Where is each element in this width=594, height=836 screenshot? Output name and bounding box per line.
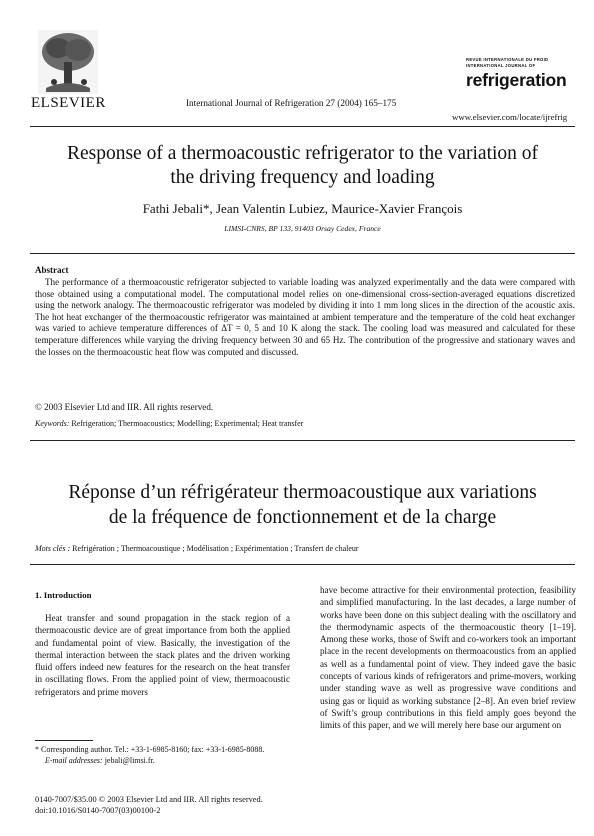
french-title-line-1: Réponse d’un réfrigérateur thermoacoustique aux variations bbox=[68, 482, 537, 503]
issn-line: 0140-7007/$35.00 © 2003 Elsevier Ltd and IIR. All rights reserved. bbox=[35, 795, 263, 804]
french-title-line-2: de la fréquence de fonctionnement et de la charge bbox=[108, 507, 497, 528]
footnote-email[interactable]: jebali@limsi.fr. bbox=[104, 755, 155, 765]
abstract-top-rule bbox=[30, 253, 575, 254]
body-column-right bbox=[320, 584, 576, 732]
body-column-left bbox=[35, 612, 290, 698]
footnote-email-label: E-mail addresses: bbox=[45, 755, 103, 765]
mots-cles-list: Refrigération ; Thermoacoustique ; Modélisation ; Expérimentation ; Transfert de chaleur bbox=[72, 544, 359, 553]
abstract-text bbox=[35, 277, 575, 358]
article-authors: Fathi Jebali*, Jean Valentin Lubiez, Maurice-Xavier François bbox=[142, 201, 463, 216]
publication-info bbox=[35, 795, 263, 816]
doi-line[interactable]: doi:10.1016/S0140-7007(03)00100-2 bbox=[35, 805, 161, 815]
french-bottom-rule bbox=[30, 564, 575, 565]
mots-cles bbox=[35, 544, 359, 553]
elsevier-tree-logo bbox=[38, 30, 98, 94]
body-paragraph: have become attractive for their environmental protection, feasibility and simplified manufacturing. In the last decades, a large number of works have been done on this subject dealing with the oscillatory and the thermodynamic aspects of the thermoacoustic theory [1–19]. Among these works, those of Swift and co-workers took an important place in the recent developments on thermoacoustics from an applied as well as a fundamental point of view. They indeed gave the basic concepts of various kinds of refrigerators and prime-movers, working under standing wave as well as progressive wave conditions and using gas or liquid as working substance [2–8]. An even brief review of Swift’s group contributions in this field amply goes beyond the limits of this paper, and we will merely here base our argument on bbox=[320, 585, 576, 731]
footnote-rule bbox=[35, 740, 93, 741]
french-title bbox=[30, 480, 575, 530]
abstract-copyright: © 2003 Elsevier Ltd and IIR. All rights reserved. bbox=[35, 402, 214, 412]
mots-cles-label: Mots clés : bbox=[35, 544, 71, 553]
header-rule bbox=[30, 126, 575, 127]
abstract-heading: Abstract bbox=[35, 265, 69, 275]
journal-brand-subtitle-en: INTERNATIONAL JOURNAL OF bbox=[466, 63, 536, 68]
body-paragraph: Heat transfer and sound propagation in the stack region of a thermoacoustic device are of great importance from both the applied and fundamental point of view. Basically, the investigation of the thermal interaction between the stack plates and the driven working fluid offers indeed new features for the research on the heat transfer in oscillating flows. From the applied point of view, thermoacoustic refrigerators and prime movers bbox=[35, 613, 290, 697]
footnote-corresponding: * Corresponding author. Tel.: +33-1-6985-8160; fax: +33-1-6985-8088. bbox=[35, 745, 265, 754]
abstract-paragraph: The performance of a thermoacoustic refrigerator subjected to variable loading was analyzed experimentally and the data were compared with those obtained using a computational model. The computational model relies on one-dimensional cross-section-averaged equations discretized using the network analogy. The thermoacoustic refrigerator was modeled by dividing it into 1 mm long slices in the direction of the acoustic axis. The hot heat exchanger of the thermoacoustic refrigerator was maintained at ambient temperature and the temperature of the cold heat exchanger was varied to achieve temperature differences of ΔT = 0, 5 and 10 K along the stack. The cooling load was measured and calculated for these temperature differences while varying the driving frequency between 30 and 65 Hz. The contribution of the progressive and stationary waves and the losses on the thermoacoustic heat flow was computed and discussed. bbox=[35, 277, 575, 357]
article-title-line-2: the driving frequency and loading bbox=[170, 167, 435, 188]
keywords bbox=[35, 419, 303, 428]
journal-brand-subtitle bbox=[466, 57, 548, 69]
journal-brand: refrigeration bbox=[466, 70, 567, 90]
article-title-line-1: Response of a thermoacoustic refrigerator to the variation of bbox=[66, 143, 539, 164]
publisher-name: ELSEVIER bbox=[31, 95, 106, 111]
keywords-label: Keywords: bbox=[35, 419, 70, 428]
section-heading-introduction: 1. Introduction bbox=[35, 590, 92, 600]
keywords-list: Refrigeration; Thermoacoustics; Modelling; Experimental; Heat transfer bbox=[71, 419, 304, 428]
journal-citation: International Journal of Refrigeration 27 (2004) 165–175 bbox=[186, 98, 397, 108]
journal-brand-subtitle-fr: REVUE INTERNATIONALE DU FROID bbox=[466, 57, 549, 62]
footnote bbox=[35, 745, 290, 766]
article-affiliation: LIMSI-CNRS, BP 133, 91403 Orsay Cedex, France bbox=[224, 224, 381, 233]
footnote-email-line bbox=[35, 756, 290, 767]
abstract-bottom-rule bbox=[30, 440, 575, 441]
journal-url[interactable]: www.elsevier.com/locate/ijrefrig bbox=[452, 112, 568, 122]
article-title bbox=[30, 142, 575, 190]
